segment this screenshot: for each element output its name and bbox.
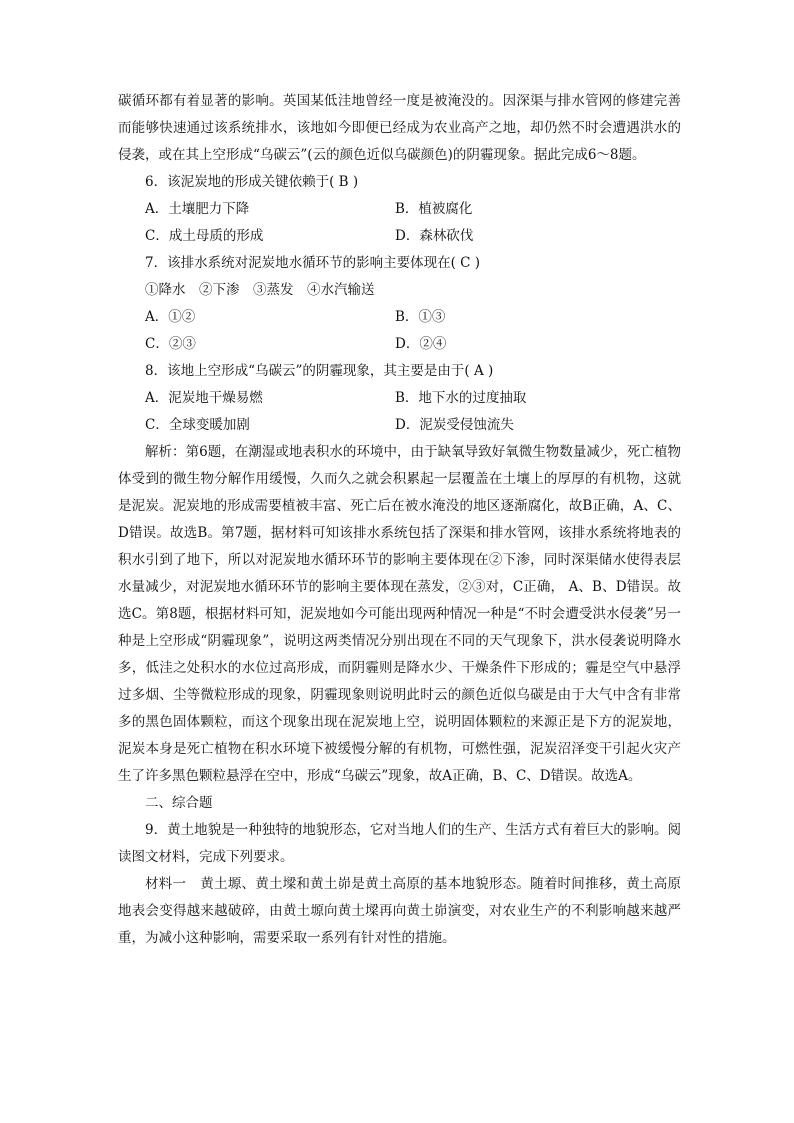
option-a: A．泥炭地干燥易燃 — [145, 390, 263, 406]
option-d: D．②④ — [395, 336, 447, 352]
question-7 — [118, 250, 681, 358]
question-6 — [118, 169, 681, 250]
option-row — [118, 412, 681, 439]
question-stem: 8．该地上空形成“乌碳云”的阴霾现象，其主要是由于( A ) — [145, 363, 494, 379]
material-1-label: 材料一 — [145, 876, 187, 892]
option-a: A．土壤肥力下降 — [145, 201, 250, 217]
question-9-intro: 9．黄土地貌是一种独特的地貌形态，它对当地人们的生产、生活方式有着巨大的影响。阅读图文材料，完成下列要求。 — [118, 822, 681, 865]
option-c: C．②③ — [145, 336, 196, 352]
question-stem: 6．该泥炭地的形成关键依赖于( B ) — [145, 174, 359, 190]
option-d: D．森林砍伐 — [395, 228, 474, 244]
material-1-text: 黄土塬、黄土墚和黄土峁是黄土高原的基本地貌形态。随着时间推移，黄土高原地表会变得越来越破碎，由黄土塬向黄土墚再向黄土峁演变，对农业生产的不利影响越来越严重，为减小这种影响，需要采取一系列有针对性的措施。 — [118, 876, 682, 946]
section-title: 二、综合题 — [145, 795, 213, 811]
analysis-paragraph: 解析：第6题，在潮湿或地表积水的环境中，由于缺氧导致好氧微生物数量减少，死亡植物体受到的微生物分解作用缓慢，久而久之就会积累起一层覆盖在土壤上的厚厚的有机物，这就是泥炭。泥炭地的形成需要植被丰富、死亡后在被水淹没的地区逐渐腐化，故B正确，A、C、D错误。故选B。第7题，据材料可知该排水系统包括了深渠和排水管网，该排水系统将地表的积水引到了地下，所以对泥炭地水循环环节的影响主要体现在②下渗，同时深渠储水使得表层水量减少，对泥炭地水循环环节的影响主要体现在蒸发，②③对，C正确， A、B、D错误。故选C。第8题，根据材料可知，泥炭地如今可能出现两种情况一种是“不时会遭受洪水侵袭”另一种是上空形成“阴霾现象”，说明这两类情况分别出现在不同的天气现象下，洪水侵袭说明降水多，低洼之处积水的水位过高形成，而阴霾则是降水少、干燥条件下形成的；霾是空气中悬浮过多烟、尘等微粒形成的现象，阴霾现象则说明此时云的颜色近似乌碳是由于大气中含有非常多的黑色固体颗粒，而这个现象出现在泥炭地上空，说明固体颗粒的来源正是下方的泥炭地，泥炭本身是死亡植物在积水环境下被缓慢分解的有机物，可燃性强，泥炭沼泽变干引起火灾产生了许多黑色颗粒悬浮在空中，形成“乌碳云”现象，故A正确，B、C、D错误。故选A。 — [118, 444, 681, 784]
option-row — [118, 196, 681, 223]
option-c: C．全球变暖加剧 — [145, 417, 250, 433]
question-8 — [118, 358, 681, 439]
option-b: B．①③ — [395, 309, 446, 325]
question-stem: 7．该排水系统对泥炭地水循环节的影响主要体现在( C ) — [145, 255, 481, 271]
option-row — [118, 385, 681, 412]
option-c: C．成土母质的形成 — [145, 228, 264, 244]
option-a: A．①② — [145, 309, 196, 325]
option-d: D．泥炭受侵蚀流失 — [395, 417, 514, 433]
option-b: B．植被腐化 — [395, 201, 473, 217]
option-row — [118, 304, 681, 331]
material-1 — [118, 871, 681, 952]
option-row — [118, 331, 681, 358]
question-sub-items: ①降水 ②下渗 ③蒸发 ④水汽输送 — [145, 282, 375, 298]
document-page — [118, 88, 681, 952]
option-b: B．地下水的过度抽取 — [395, 390, 527, 406]
option-row — [118, 223, 681, 250]
intro-paragraph: 碳循环都有着显著的影响。英国某低洼地曾经一度是被淹没的。因深渠与排水管网的修建完善而能够快速通过该系统排水，该地如今即便已经成为农业高产之地，却仍然不时会遭遇洪水的侵袭，或在其上空形成“乌碳云”(云的颜色近似乌碳颜色)的阴霾现象。据此完成6～8题。 — [118, 93, 681, 163]
